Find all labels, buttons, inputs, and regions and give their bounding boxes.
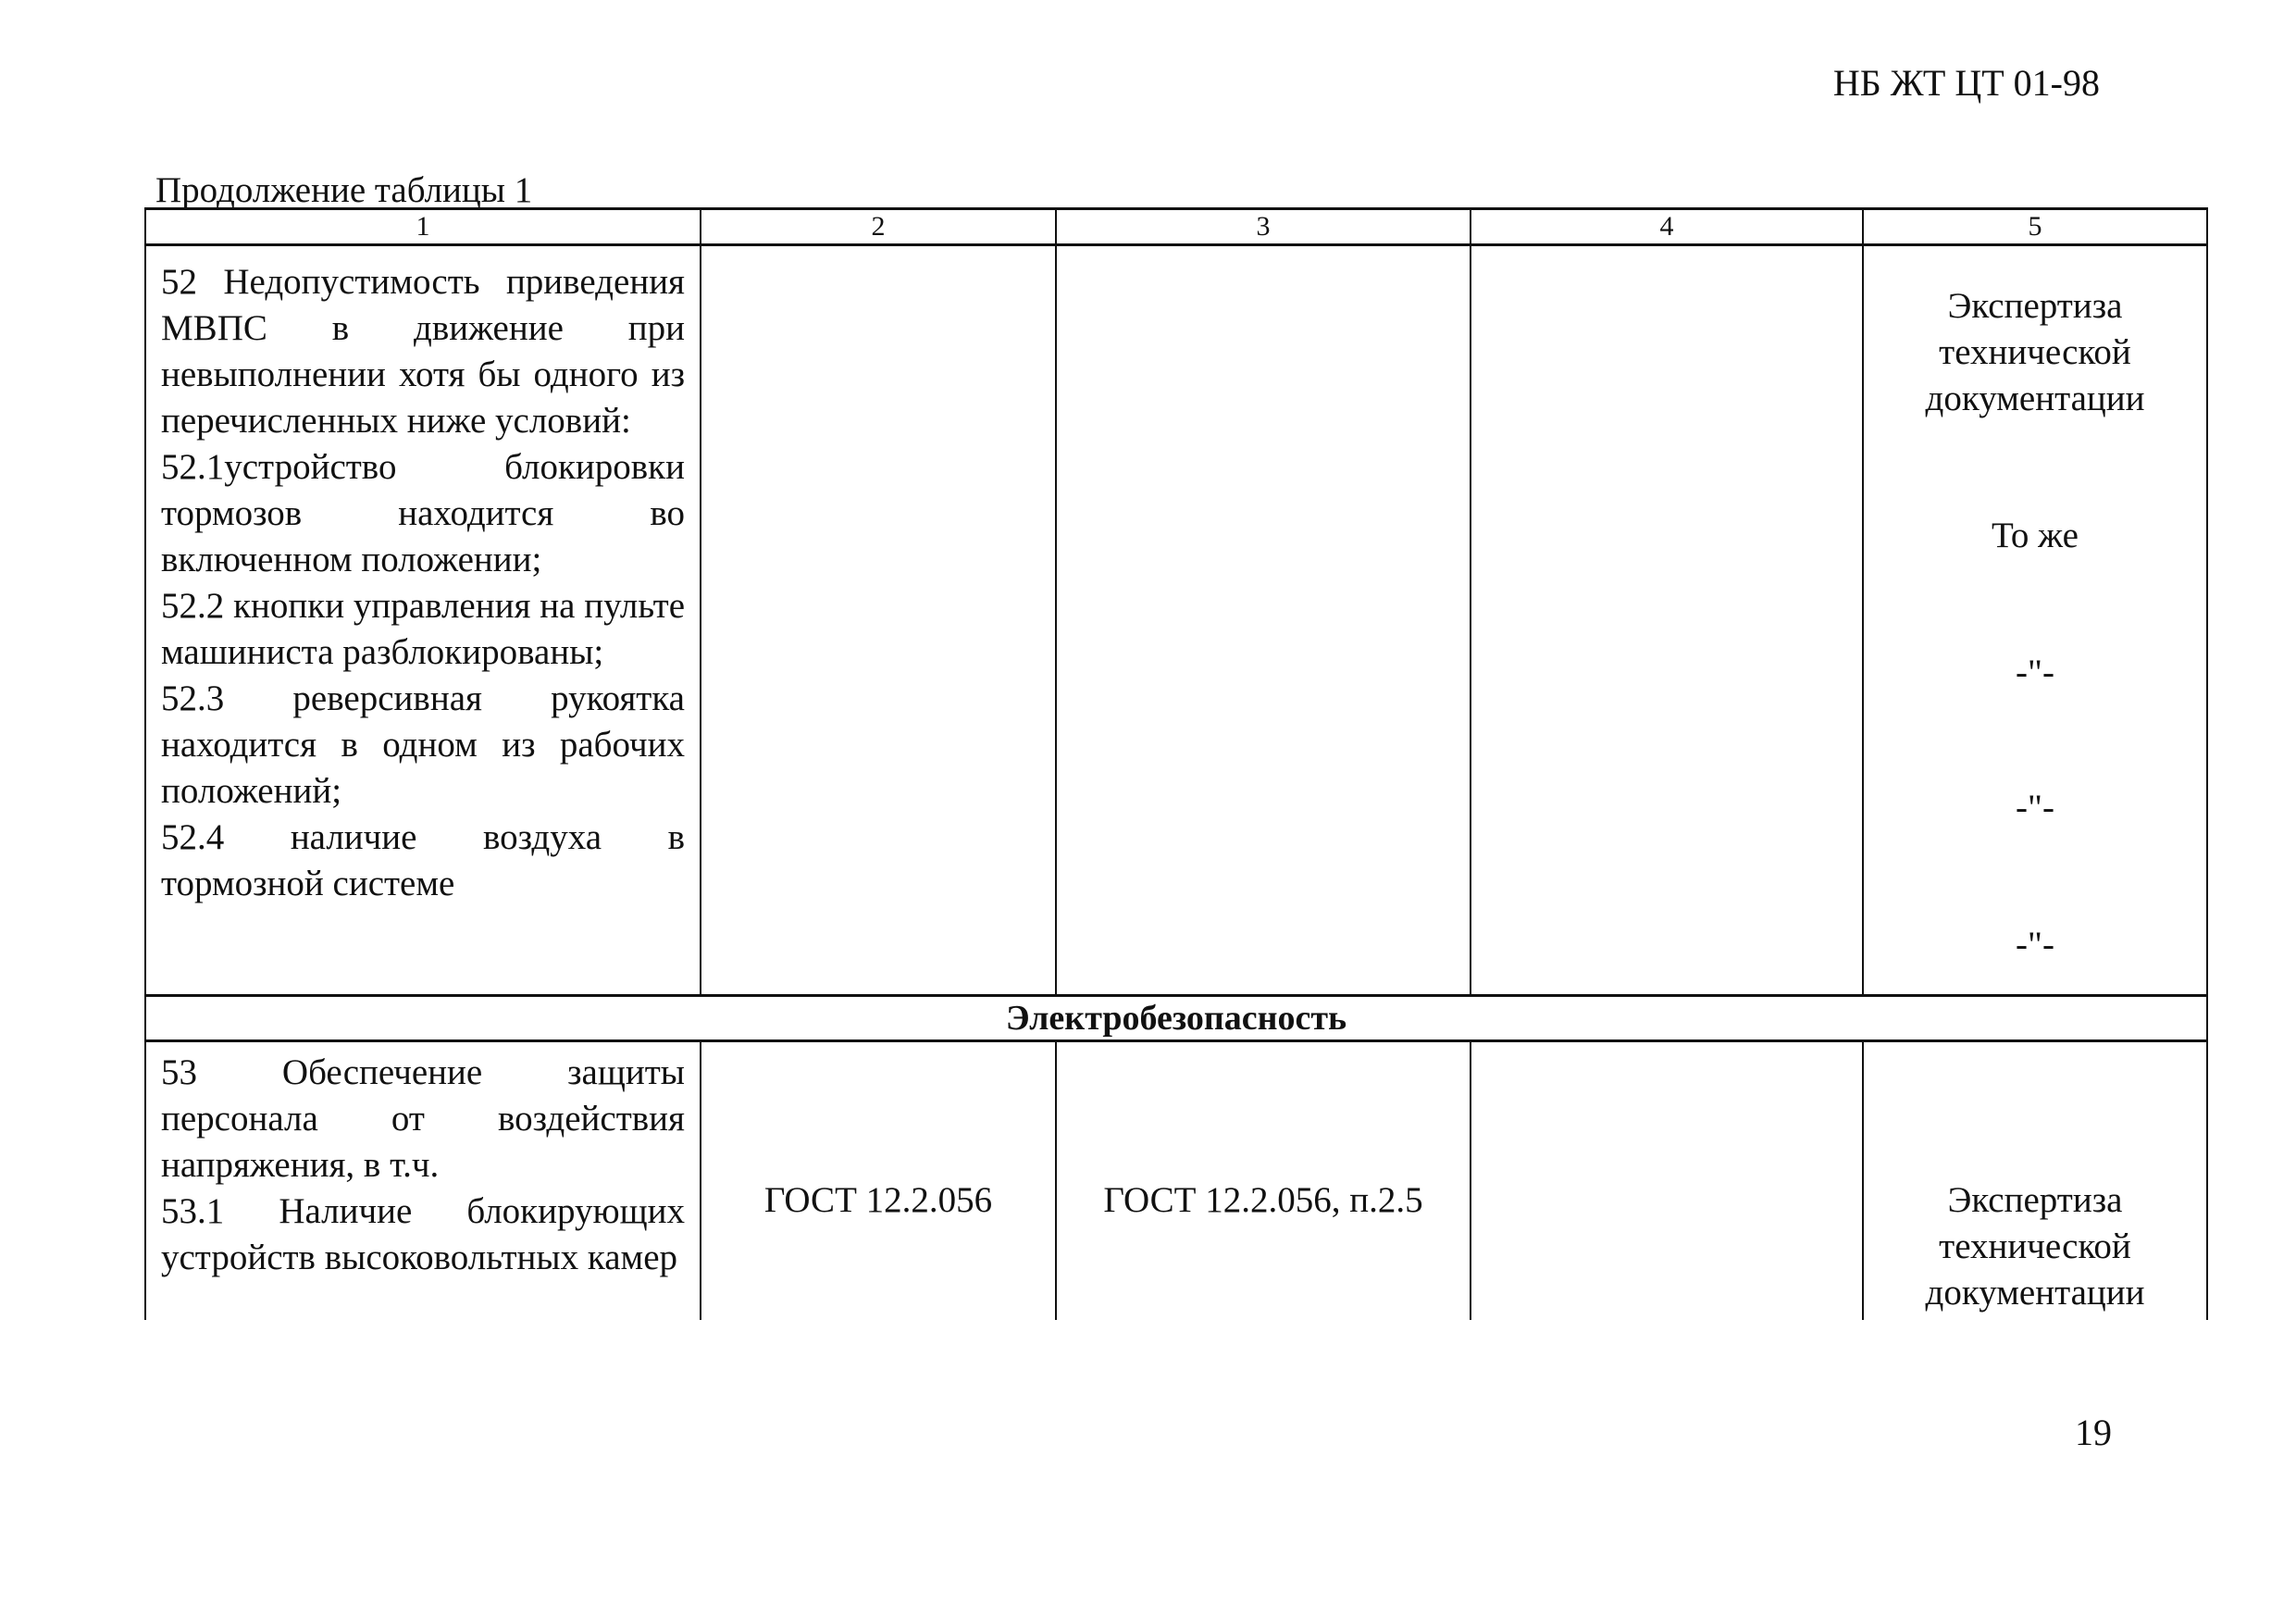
column-number: 2 (701, 209, 1056, 245)
method-text: -"- (2016, 653, 2054, 692)
method-text: Экспертиза технической документации (1925, 286, 2145, 418)
empty-cell (1471, 245, 1863, 996)
requirement-text: 52.4 наличие воздуха в тормозной системе (161, 817, 685, 903)
section-header-row (145, 996, 2207, 1041)
empty-cell (1471, 1041, 1863, 1321)
method-text: Экспертиза технической документации (1925, 1180, 2145, 1313)
requirement-text: 52.3 реверсивная рукоятка находится в одном из рабочих положений; (161, 678, 685, 811)
table-continuation-label: Продолжение таблицы 1 (155, 170, 533, 210)
requirement-text: 52.1устройство блокировки тормозов находится во включенном положении; (161, 447, 685, 579)
clause-text: ГОСТ 12.2.056, п.2.5 (1103, 1180, 1423, 1220)
column-number: 4 (1471, 209, 1863, 245)
table-row (145, 245, 2207, 996)
requirement-text: 53.1 Наличие блокирующих устройств высоковольтных камер (161, 1191, 685, 1277)
requirement-cell (145, 245, 701, 996)
standard-cell (701, 1041, 1056, 1321)
method-cell (1863, 245, 2207, 996)
method-text: То же (1992, 516, 2079, 555)
column-number: 3 (1056, 209, 1471, 245)
method-text: -"- (2016, 925, 2054, 965)
requirement-text: 53 Обеспечение защиты персонала от воздействия напряжения, в т.ч. (161, 1052, 685, 1185)
requirements-table (144, 207, 2208, 1320)
column-number: 1 (145, 209, 701, 245)
method-cell (1863, 1041, 2207, 1321)
requirement-cell (145, 1041, 701, 1321)
requirement-text: 52 Недопустимость приведения МВПС в движение при невыполнении хотя бы одного из перечисленных ниже условий: (161, 262, 685, 441)
column-number: 5 (1863, 209, 2207, 245)
clause-cell (1056, 245, 1471, 996)
clause-cell (1056, 1041, 1471, 1321)
page-number: 19 (2075, 1412, 2112, 1453)
standard-text: ГОСТ 12.2.056 (763, 1180, 993, 1220)
standard-cell (701, 245, 1056, 996)
column-number-row (145, 209, 2207, 245)
requirement-text: 52.2 кнопки управления на пульте машиниста разблокированы; (161, 586, 685, 672)
table-row (145, 1041, 2207, 1321)
method-text: -"- (2016, 788, 2054, 828)
section-title: Электробезопасность (145, 996, 2207, 1041)
document-code: НБ ЖТ ЦТ 01-98 (1832, 62, 2100, 104)
